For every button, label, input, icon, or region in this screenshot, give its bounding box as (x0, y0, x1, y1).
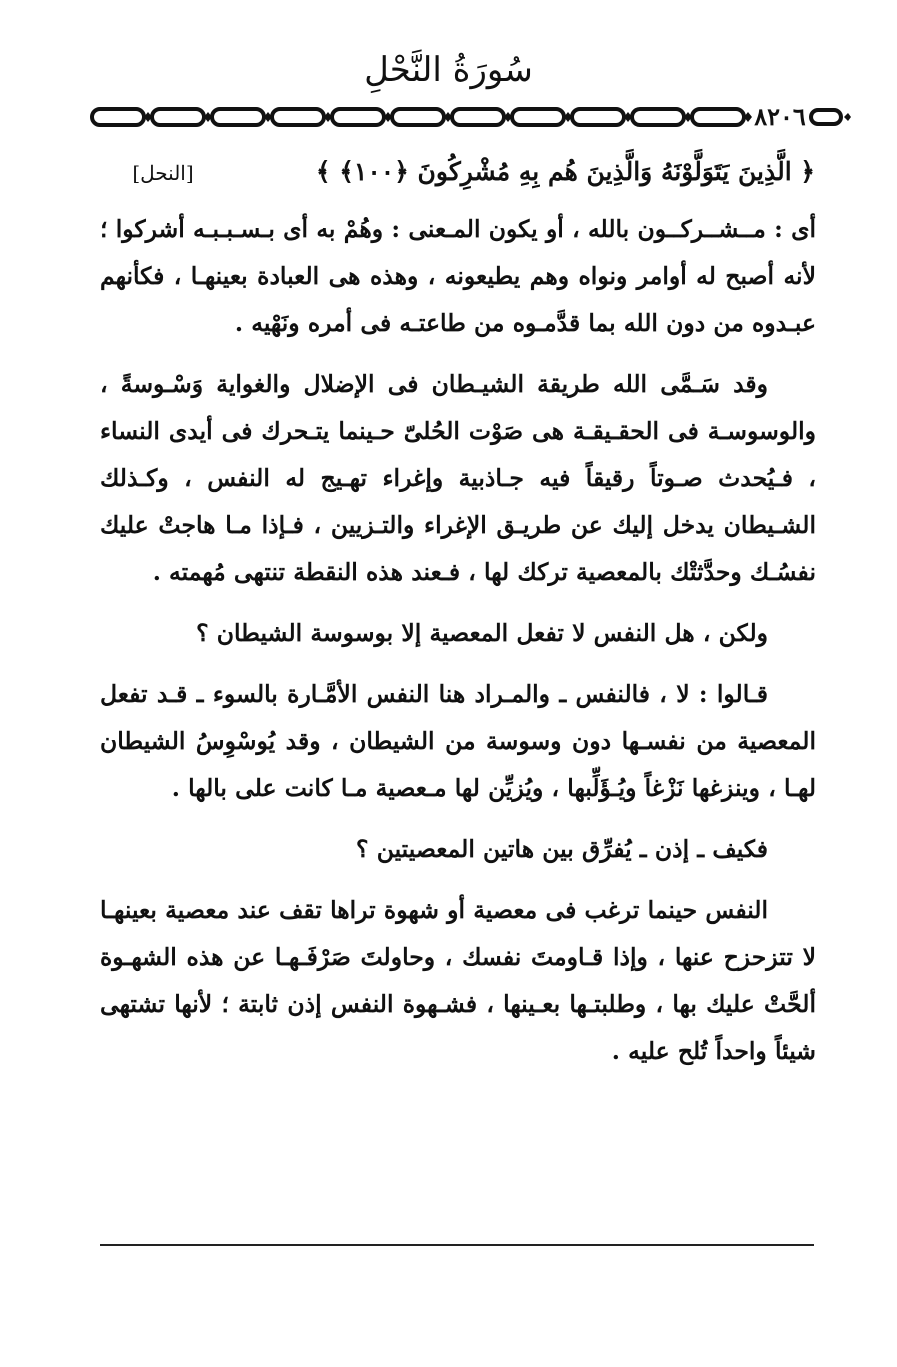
page-number: ٨٢٠٦ (754, 102, 806, 131)
paragraph: قـالوا : لا ، فالنفس ـ والمـراد هنا النفس الأمَّـارة بالسوء ـ قـد تفعل المعصية من نفسـها دون وسوسة من الشيطان ، وقد يُوسْوِسُ الشيطان لهـا ، وينزغها نَزْغاً ويُـؤَلِّبها ، ويُزيِّن لها مـعصية مـا كانت على بالها . (100, 680, 816, 802)
paragraph: أى : مــشــركــون بالله ، أو يكون المـعنى : وهُمْ به أى بـسـبـبـه أشركوا ؛ لأنه أصبح له أوامر ونواه وهم يطيعونه ، وهذه هى العبادة بعينهـا ، فكأنهم عبـدوه من دون الله بما قدَّمـوه من طاعتـه فى أمره ونَهْيه . (100, 215, 816, 337)
commentary-body (100, 206, 816, 1089)
header-ornament-chain (88, 102, 758, 132)
question-paragraph: فكيف ـ إذن ـ يُفرِّق بين هاتين المعصيتين ؟ (356, 835, 768, 863)
question-paragraph: ولكن ، هل النفس لا تفعل المعصية إلا بوسوسة الشيطان ؟ (196, 619, 768, 647)
paragraph: وقد سَـمَّى الله طريقة الشيـطان فى الإضلال والغواية وَسْـوسةً ، والوسوسـة فى الحقـيقـة هى صَوْت الحُلىّ حـينما يتـحرك فى أيدى النساء ، فـيُحدث صـوتاً رقيقاً فيه جـاذبية وإغراء تهـيج له النفس ، وكـذلك الشـيطان يدخل إليك عن طريـق الإغراء والتـزيين ، فـإذا مـا هاجتْ عليك نفسُـك وحدَّثتْك بالمعصية تركك لها ، فـعند هذه النقطة تنتهى مُهمته . (100, 370, 816, 586)
quranic-verse: ﴿ الَّذِينَ يَتَوَلَّوْنَهُ وَالَّذِينَ هُم بِهِ مُشْرِكُونَ ﴿١٠٠﴾ ﴾ (315, 157, 815, 186)
bottom-divider (100, 1244, 814, 1246)
surah-reference: [النحل] (132, 161, 194, 185)
surah-title: سُورَةُ النَّحْلِ (364, 50, 533, 90)
header-ornament-end (808, 104, 852, 130)
paragraph: النفس حينما ترغب فى معصية أو شهوة تراها تقف عند معصية بعينهـا لا تتزحزح عنها ، وإذا قـاومتَ نفسك ، وحاولتَ صَرْفَـهـا عن هذه الشهـوة ألحَّتْ عليك بها ، وطلبتـها بعـينها ، فشـهوة النفس إذن ثابتة ؛ لأنها تشتهى شيئاً واحداً تُلح عليه . (100, 896, 816, 1065)
